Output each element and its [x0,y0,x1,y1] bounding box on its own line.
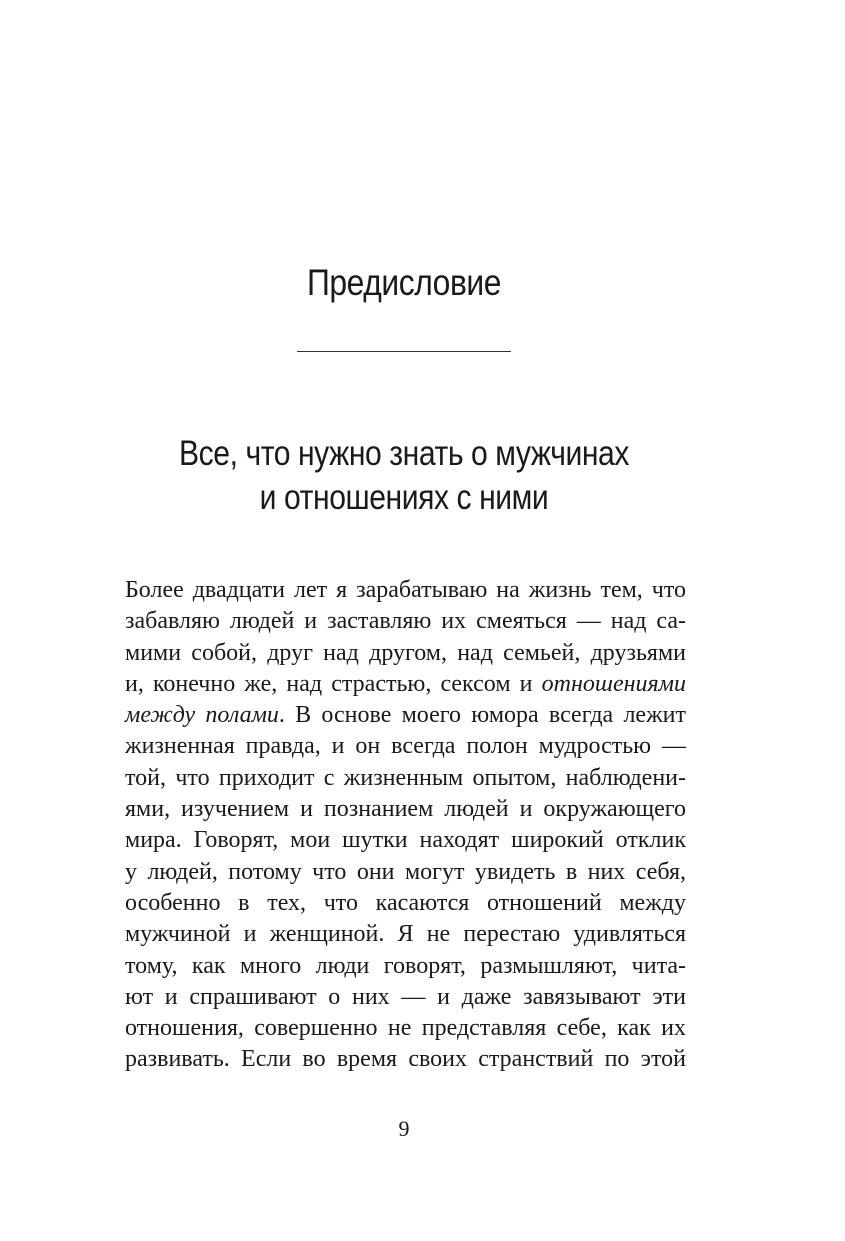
body-line: Более двадцати лет я зарабатываю на жизнь тем, что [125,577,686,603]
section-title-line-2: и отношениях с ними [259,478,549,517]
section-title [57,432,752,520]
body-line: мира. Говорят, мои шутки находят широкий отклик [125,827,686,854]
body-line: ями, изучением и познанием людей и окружающего [125,796,686,823]
body-line: у людей, потому что они могут увидеть в них себя, [125,858,686,885]
body-line: мими собой, друг над другом, над семьей, друзьями [125,639,686,666]
body-line: забавляю людей и заставляю их смеяться — над са- [125,608,686,635]
page-number: 9 [398,1116,410,1141]
title-divider [297,351,511,352]
body-line: особенно в тех, что касаются отношений между [125,889,686,916]
italic-emphasis: отношениями [541,670,686,697]
body-line: тому, как много люди говорят, размышляют, чита- [125,952,686,979]
body-line: жизненная правда, и он всегда полон мудростью — [125,733,686,760]
chapter-title: Предисловие [306,262,502,303]
body-line: между полами. В основе моего юмора всегда лежит [125,702,687,729]
body-line: и, конечно же, над страстью, сексом и отношениями [125,670,686,697]
italic-emphasis: между полами [125,702,279,729]
body-line: ют и спрашивают о них — и даже завязывают эти [125,983,686,1010]
body-line: мужчиной и женщиной. Я не перестаю удивляться [125,921,686,948]
section-title-line-1: Все, что нужно знать о мужчинах [179,434,629,473]
body-line: развивать. Если во время своих странствий по этой [125,1046,686,1073]
body-paragraph [125,575,686,1076]
body-line: отношения, совершенно не представляя себе, как их [125,1015,686,1042]
body-line: той, что приходит с жизненным опытом, наблюдени- [125,764,686,791]
